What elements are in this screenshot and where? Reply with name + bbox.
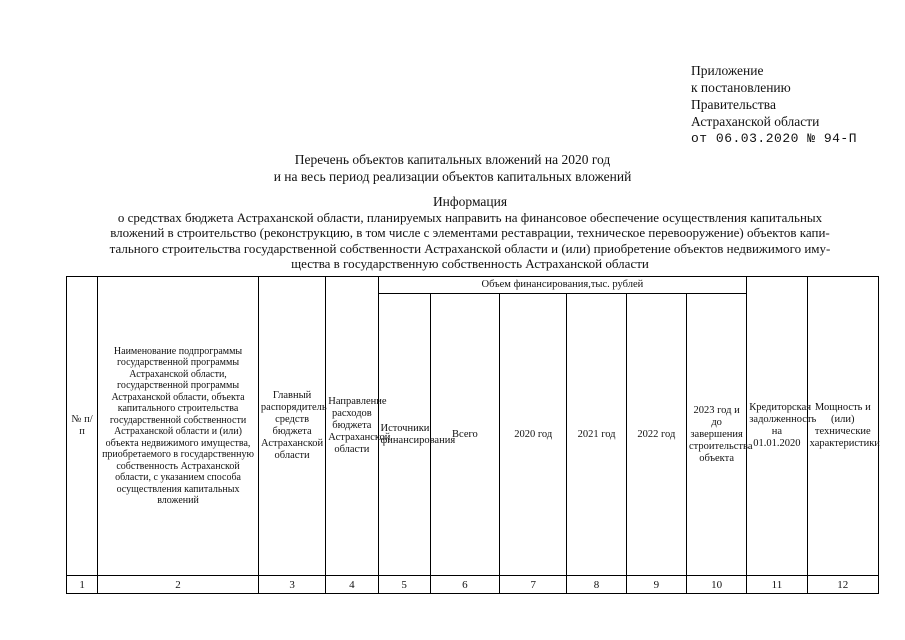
title-line-2: и на весь период реализации объектов капитальных вложений bbox=[273, 168, 632, 184]
col-num-7: 7 bbox=[500, 576, 567, 594]
header-2023: 2023 год и до завершения строительства объекта bbox=[686, 294, 746, 576]
header-direction: Направление расходов бюджета Астраханской области bbox=[326, 277, 378, 576]
appendix-reference: от 06.03.2020 № 94-П bbox=[691, 131, 858, 146]
info-line-3: тального строительства государственной собственности Астраханской области и (или) приобретение объектов недвижимого иму- bbox=[109, 240, 831, 256]
info-heading: Информация bbox=[432, 194, 508, 209]
header-debt: Кредиторская задолженность на 01.01.2020 bbox=[747, 277, 807, 576]
header-total: Всего bbox=[430, 294, 499, 576]
header-2022: 2022 год bbox=[626, 294, 686, 576]
header-manager: Главный распорядитель средств бюджета Астраханской области bbox=[258, 277, 325, 576]
header-row-1 bbox=[67, 277, 879, 294]
col-num-1: 1 bbox=[67, 576, 98, 594]
info-line-2: вложений в строительство (реконструкцию, в том числе с элементами реставрации, техническое перевооружение) объектов капи- bbox=[110, 225, 830, 240]
column-number-row bbox=[67, 576, 879, 594]
col-num-4: 4 bbox=[326, 576, 378, 594]
header-financing-group: Объем финансирования,тыс. рублей bbox=[378, 277, 747, 294]
col-num-3: 3 bbox=[258, 576, 325, 594]
appendix-line-4: Астраханской области bbox=[691, 114, 820, 129]
header-capacity: Мощность и (или) технические характеристики bbox=[807, 277, 878, 576]
col-num-12: 12 bbox=[807, 576, 878, 594]
col-num-2: 2 bbox=[98, 576, 259, 594]
title-line-1: Перечень объектов капитальных вложений на 2020 год bbox=[294, 152, 611, 167]
info-line-4: щества в государственную собственность Астраханской области bbox=[291, 256, 649, 271]
col-num-9: 9 bbox=[626, 576, 686, 594]
appendix-line-1: Приложение bbox=[691, 63, 764, 78]
document-title bbox=[0, 152, 905, 185]
col-num-11: 11 bbox=[747, 576, 807, 594]
col-num-10: 10 bbox=[686, 576, 746, 594]
header-2020: 2020 год bbox=[500, 294, 567, 576]
appendix-line-3: Правительства bbox=[691, 97, 776, 112]
header-2021: 2021 год bbox=[567, 294, 626, 576]
appendix-line-2: к постановлению bbox=[691, 80, 791, 95]
capital-investment-table bbox=[66, 276, 879, 594]
header-name: Наименование подпрограммы государственной программы Астраханской области, государственной программы Астраханской области, объекта капитального строительства государственной собственности Астраханской области и (или) объекта недвижимого имущества, приобретаемого в государственную собственность Астраханской области, с указанием способа осуществления капитальных вложений bbox=[98, 277, 259, 576]
col-num-8: 8 bbox=[567, 576, 626, 594]
info-paragraph bbox=[60, 194, 880, 272]
header-number: № п/п bbox=[67, 277, 98, 576]
col-num-6: 6 bbox=[430, 576, 499, 594]
appendix-block bbox=[691, 62, 857, 147]
info-line-1: о средствах бюджета Астраханской области, планируемых направить на финансовое обеспечение осуществления капитальных bbox=[117, 209, 823, 225]
header-sources: Источники финансирования bbox=[378, 294, 430, 576]
col-num-5: 5 bbox=[378, 576, 430, 594]
